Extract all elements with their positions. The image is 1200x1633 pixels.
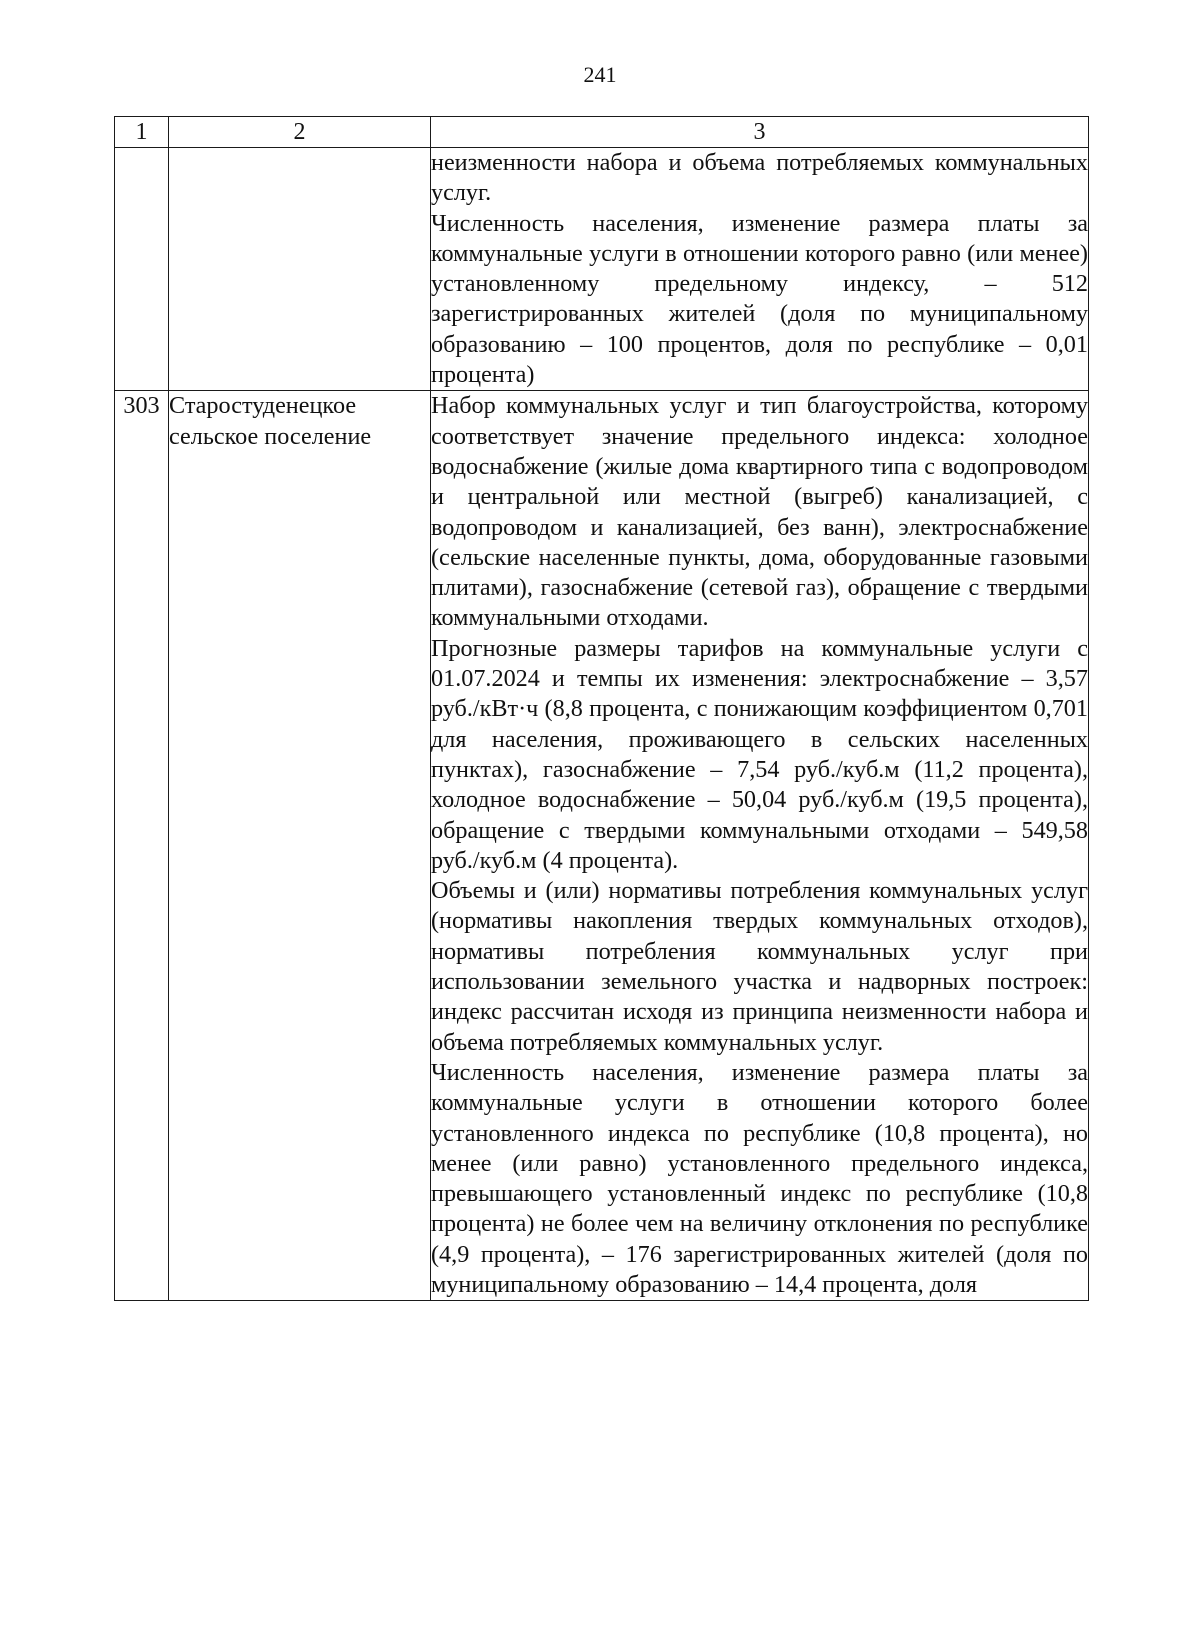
description-cell	[431, 148, 1089, 391]
paragraph: Объемы и (или) нормативы потребления коммунальных услуг (нормативы накопления твердых коммунальных отходов), нормативы потребления коммунальных услуг при использовании земельного участка и надворных построек: индекс рассчитан исходя из принципа неизменности набора и объема потребляемых коммунальных услуг.	[431, 877, 1088, 1056]
table-row-303	[115, 391, 1089, 1301]
paragraph: Набор коммунальных услуг и тип благоустройства, которому соответствует значение предельного индекса: холодное водоснабжение (жилые дома квартирного типа с водопроводом и центральной или местной (выгреб) канализацией, с водопроводом и канализацией, без ванн), электроснабжение (сельские населенные пункты, дома, оборудованные газовыми плитами), газоснабжение (сетевой газ), обращение с твердыми коммунальными отходами.	[431, 392, 1088, 632]
header-cell-1: 1	[115, 117, 169, 148]
row-number-cell: 303	[115, 391, 169, 1301]
description-cell	[431, 391, 1089, 1301]
municipality-name-cell	[169, 391, 431, 1301]
paragraph: Численность населения, изменение размера платы за коммунальные услуги в отношении которого равно (или менее) установленному предельному индексу, – 512 зарегистрированных жителей (доля по муниципальному образованию – 100 процентов, доля по республике – 0,01 процента)	[431, 209, 1088, 389]
municipal-index-table	[114, 116, 1089, 1301]
page-number: 241	[583, 62, 617, 87]
municipality-name-line: Старостуденецкое	[169, 392, 357, 420]
municipality-name-line: сельское поселение	[169, 422, 372, 450]
paragraph: неизменности набора и объема потребляемых коммунальных услуг.	[431, 149, 1088, 207]
table-row-continuation	[115, 148, 1089, 391]
header-cell-3: 3	[431, 117, 1089, 148]
header-cell-2: 2	[169, 117, 431, 148]
paragraph: Численность населения, изменение размера платы за коммунальные услуги в отношении которого более установленного индекса по республике (10,8 процента), но менее (или равно) установленного предельного индекса, превышающего установленный индекс по республике (10,8 процента) не более чем на величину отклонения по республике (4,9 процента), – 176 зарегистрированных жителей (доля по муниципальному образованию – 14,4 процента, доля	[431, 1058, 1088, 1298]
municipality-name-cell	[169, 148, 431, 391]
paragraph: Прогнозные размеры тарифов на коммунальные услуги с 01.07.2024 и темпы их изменения: электроснабжение – 3,57 руб./кВт·ч (8,8 процента, с понижающим коэффициентом 0,701 для населения, проживающего в сельских населенных пунктах), газоснабжение – 7,54 руб./куб.м (11,2 процента), холодное водоснабжение – 50,04 руб./куб.м (19,5 процента), обращение с твердыми коммунальными отходами – 549,58 руб./куб.м (4 процента).	[431, 634, 1088, 874]
row-number-cell	[115, 148, 169, 391]
table-header-row	[115, 117, 1089, 148]
